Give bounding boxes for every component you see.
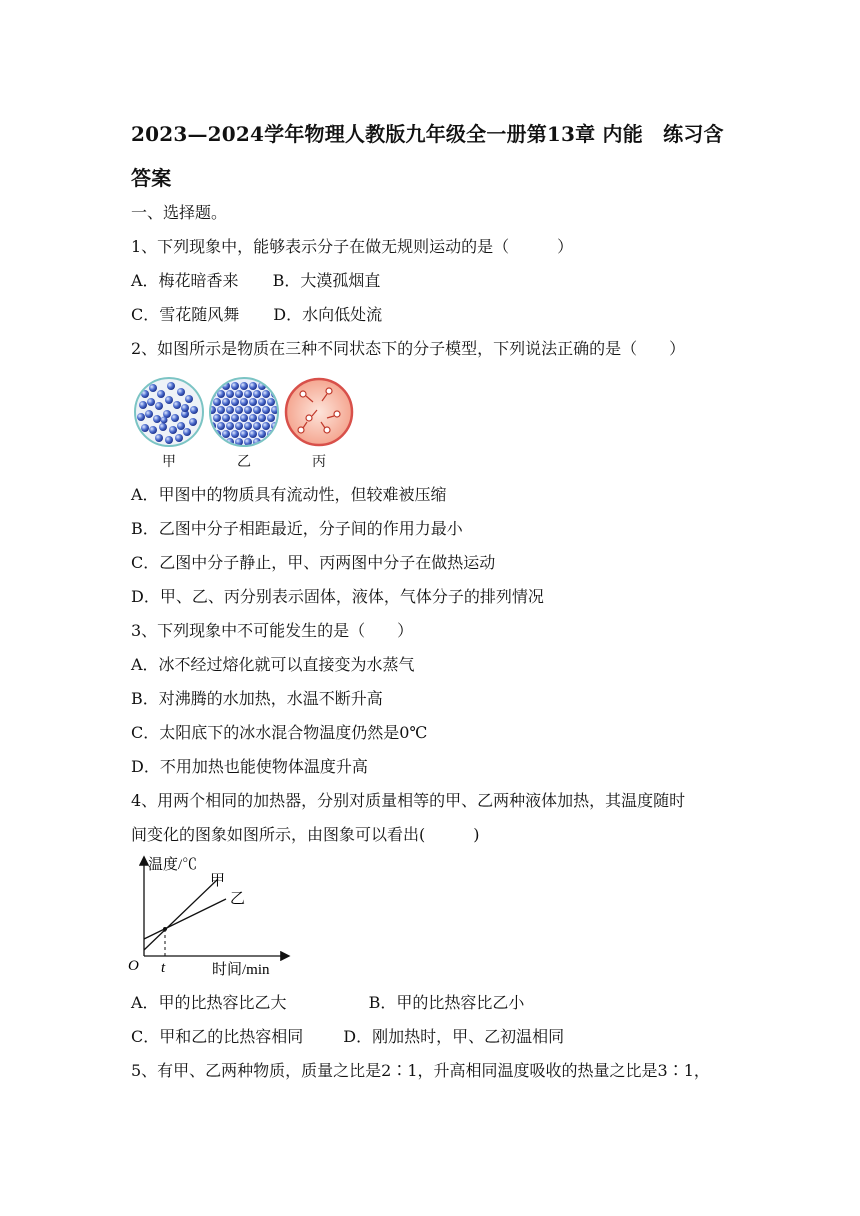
q5-stem: 5、有甲、乙两种物质，质量之比是2∶1，升高相同温度吸收的热量之比是3∶1， xyxy=(131,1061,710,1080)
fig-label-yi: 乙 xyxy=(237,454,251,470)
q4-stem-line1: 4、用两个相同的加热器，分别对质量相等的甲、乙两种液体加热，其温度随时 xyxy=(131,791,686,810)
q3-option-c: C．太阳底下的冰水混合物温度仍然是0℃ xyxy=(131,723,428,742)
q4-option-c: C．甲和乙的比热容相同 xyxy=(131,1027,304,1046)
q4-options-row2 xyxy=(131,1027,564,1047)
q2-option-d: D．甲、乙、丙分别表示固体，液体，气体分子的排列情况 xyxy=(131,587,544,606)
q4-option-a: A．甲的比热容比乙大 xyxy=(131,993,287,1012)
model-bing-icon xyxy=(286,379,352,445)
intersection-point xyxy=(163,927,167,931)
q1-option-d: D．水向低处流 xyxy=(273,305,383,324)
q2-stem: 2、如图所示是物质在三种不同状态下的分子模型，下列说法正确的是（ ） xyxy=(131,339,686,358)
q4-stem-line2: 间变化的图象如图所示，由图象可以看出( ) xyxy=(131,825,480,844)
q2-option-a: A．甲图中的物质具有流动性，但较难被压缩 xyxy=(131,485,447,504)
line-jia-label: 甲 xyxy=(210,873,226,889)
model-yi-icon xyxy=(208,378,279,446)
q2-option-c: C．乙图中分子静止，甲、丙两图中分子在做热运动 xyxy=(131,553,496,572)
line-yi xyxy=(144,899,226,939)
line-yi-label: 乙 xyxy=(230,891,246,907)
q4-options-row1 xyxy=(131,993,524,1013)
x-axis-label: 时间/min xyxy=(212,962,270,978)
q3-option-b: B．对沸腾的水加热，水温不断升高 xyxy=(131,689,383,708)
y-axis-label: 温度/℃ xyxy=(148,857,198,873)
q1-option-b: B．大漠孤烟直 xyxy=(272,271,381,290)
line-jia xyxy=(144,879,218,950)
document-title: 2023—2024学年物理人教版九年级全一册第13章 内能 练习含答案 xyxy=(131,122,724,190)
q1-option-c: C．雪花随风舞 xyxy=(131,305,240,324)
fig-label-jia: 甲 xyxy=(162,454,176,470)
q1-options-row1 xyxy=(131,271,380,291)
section-heading: 一、选择题。 xyxy=(131,203,228,222)
q1-stem: 1、下列现象中，能够表示分子在做无规则运动的是（ ） xyxy=(131,237,574,256)
q1-options-row2 xyxy=(131,305,382,325)
q4-option-b: B．甲的比热容比乙小 xyxy=(368,993,525,1012)
origin-label: O xyxy=(128,958,139,974)
q4-option-d: D．刚加热时，甲、乙初温相同 xyxy=(343,1027,565,1046)
q3-stem: 3、下列现象中不可能发生的是（ ） xyxy=(131,621,414,640)
q2-option-b: B．乙图中分子相距最近，分子间的作用力最小 xyxy=(131,519,463,538)
q3-option-d: D．不用加热也能使物体温度升高 xyxy=(131,757,368,776)
model-jia-icon xyxy=(135,378,203,446)
fig-label-bing: 丙 xyxy=(312,454,326,470)
t-label: t xyxy=(161,960,166,976)
temperature-time-graph xyxy=(126,852,296,982)
q3-option-a: A．冰不经过熔化就可以直接变为水蒸气 xyxy=(131,655,415,674)
molecule-models-figure xyxy=(131,372,361,452)
q1-option-a: A．梅花暗香来 xyxy=(131,271,239,290)
